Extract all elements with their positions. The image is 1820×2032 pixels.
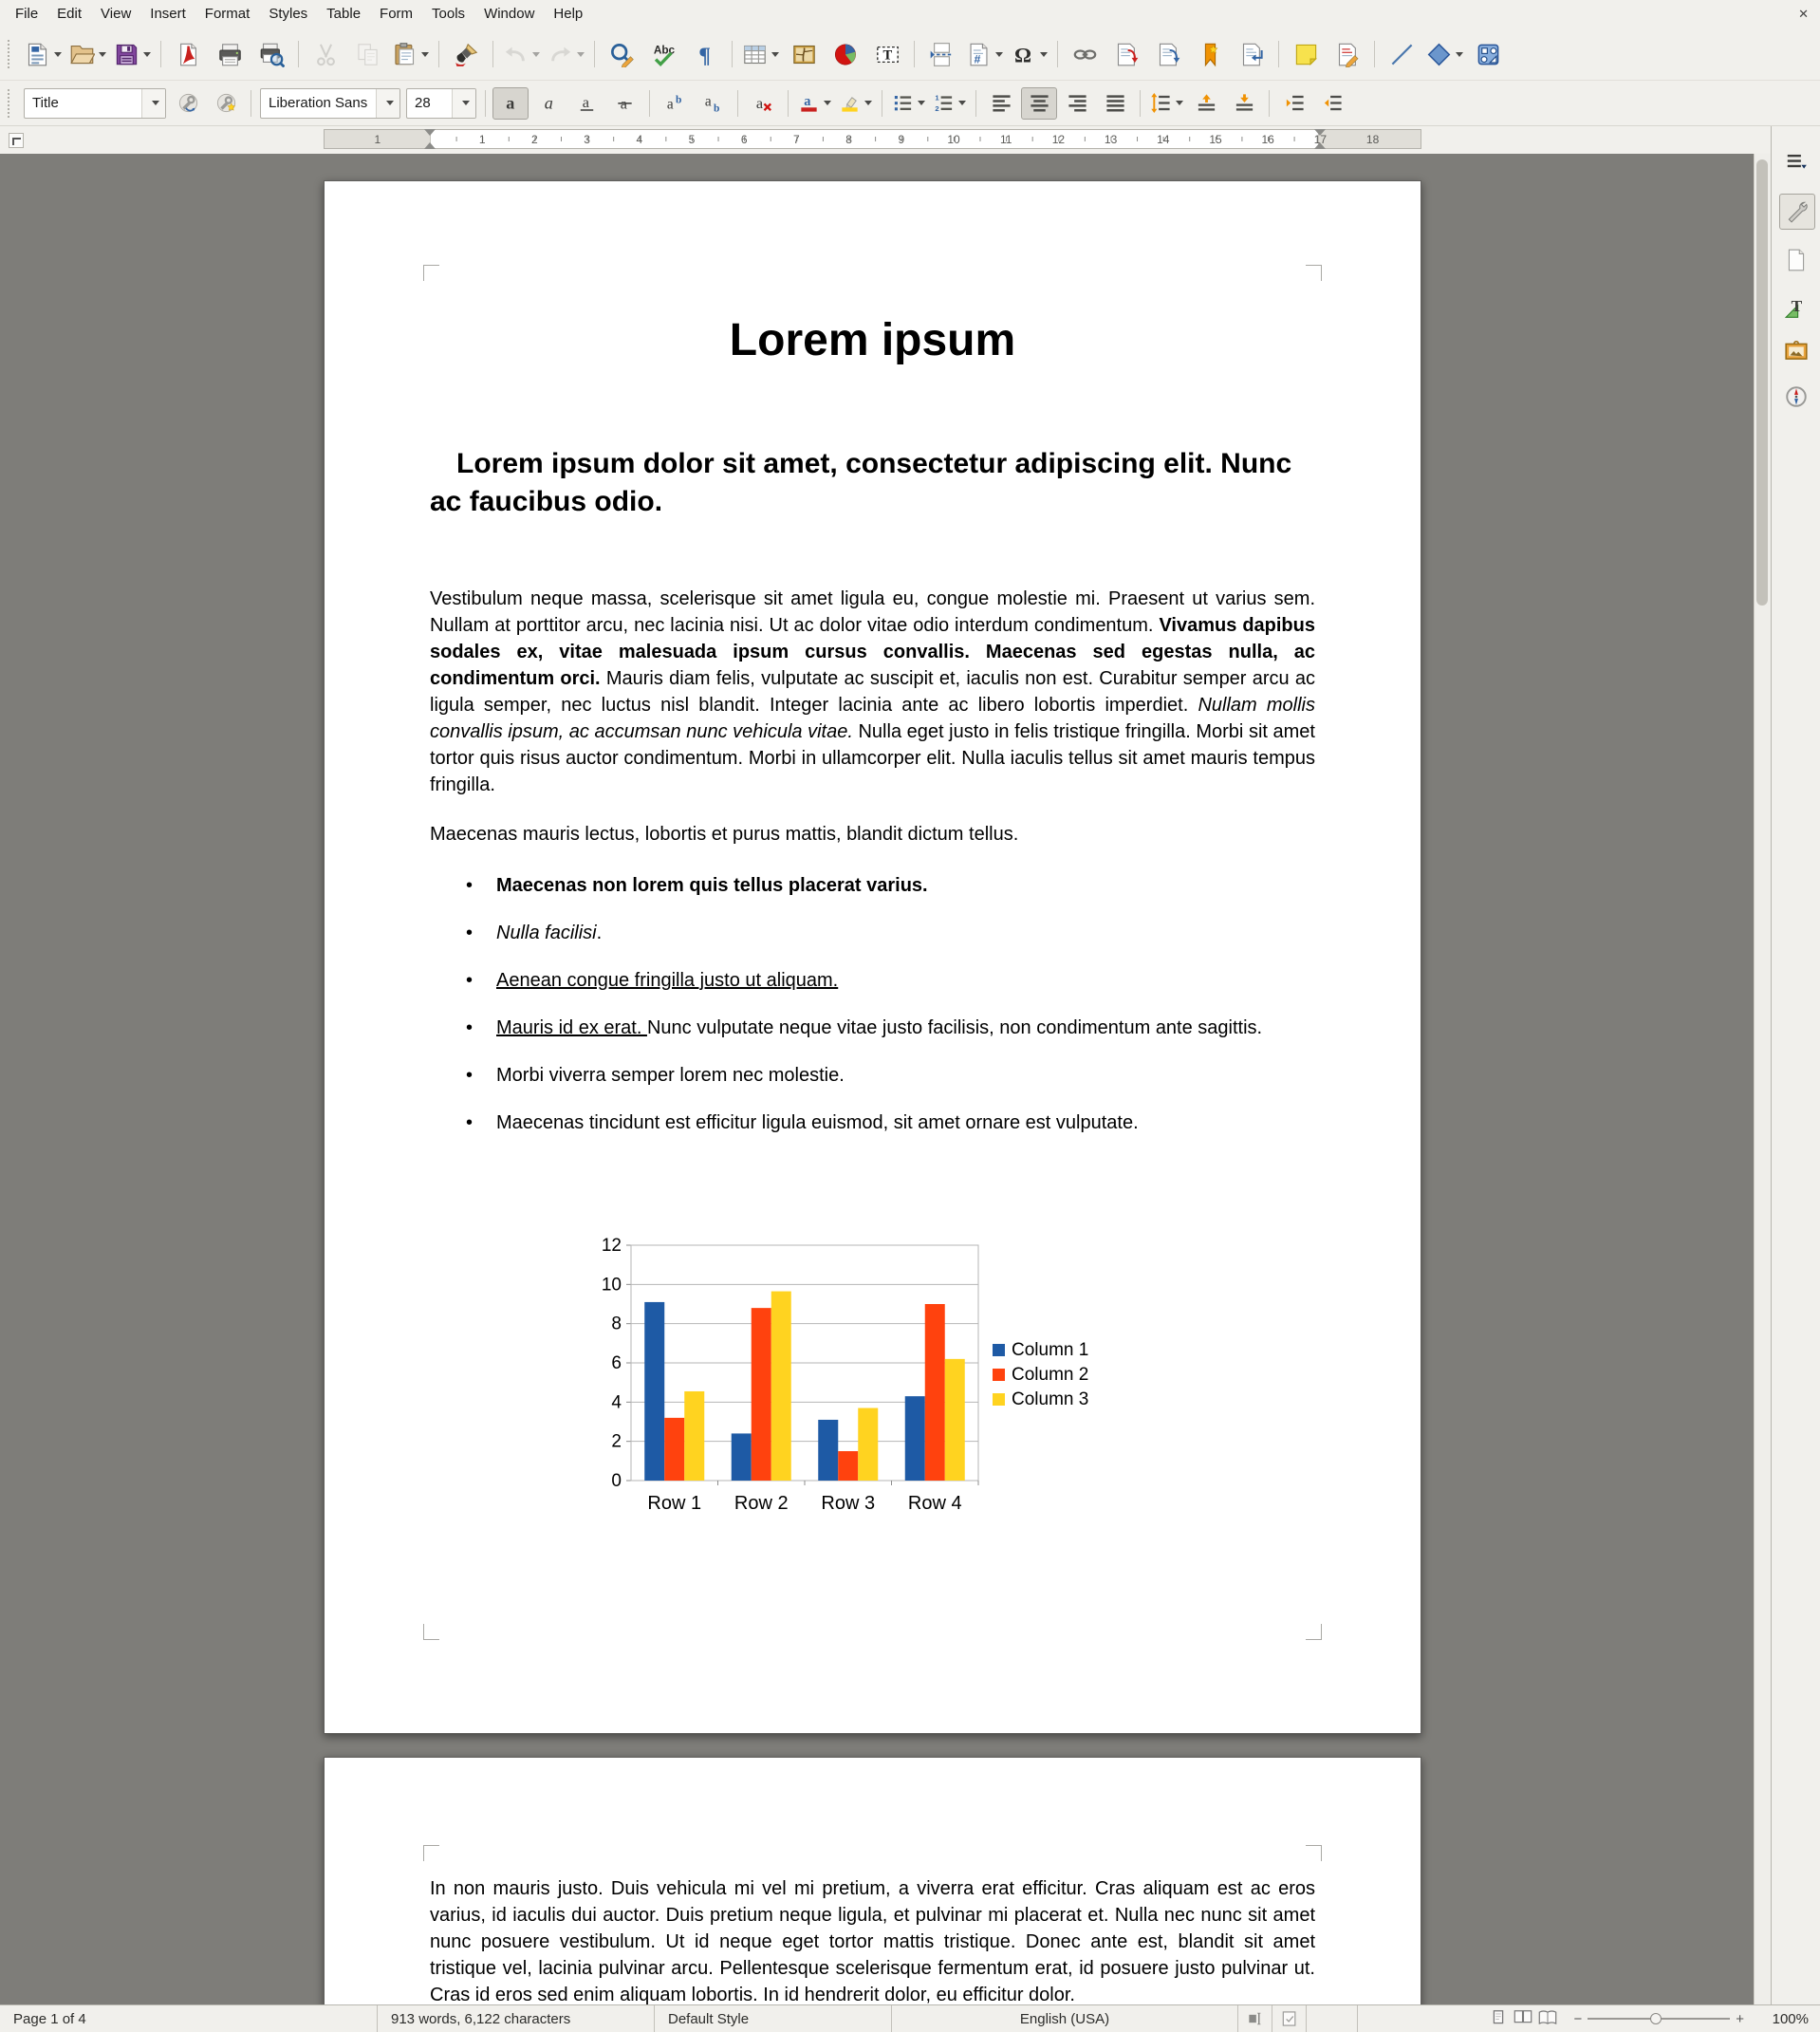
insert-field-button[interactable] bbox=[963, 35, 1006, 73]
single-page-view-icon[interactable] bbox=[1488, 2008, 1509, 2029]
menu-item-file[interactable]: File bbox=[15, 6, 39, 22]
chevron-down-icon bbox=[462, 101, 470, 105]
insert-textbox-button[interactable] bbox=[867, 35, 907, 73]
view-layout-buttons bbox=[1480, 2008, 1566, 2029]
list-item[interactable] bbox=[430, 1109, 1315, 1137]
svg-text:4: 4 bbox=[611, 1392, 622, 1413]
svg-text:0: 0 bbox=[611, 1471, 622, 1491]
cut-icon bbox=[313, 42, 339, 67]
highlight-color-icon bbox=[839, 92, 861, 114]
track-changes-icon bbox=[1335, 42, 1361, 67]
chevron-down-icon bbox=[532, 52, 540, 57]
font-name-value: Liberation Sans bbox=[269, 95, 368, 111]
new-document-icon bbox=[25, 42, 50, 67]
right-margin-marker[interactable] bbox=[1314, 142, 1326, 149]
toolbar-separator bbox=[732, 41, 733, 67]
insert-table-icon bbox=[742, 42, 768, 67]
font-name-combo[interactable] bbox=[260, 88, 400, 119]
toolbar-separator bbox=[492, 41, 493, 67]
insert-textbox-icon bbox=[875, 42, 901, 67]
insert-field-icon bbox=[966, 42, 992, 67]
subscript-icon bbox=[702, 92, 724, 114]
zoom-in-button[interactable]: + bbox=[1736, 2010, 1744, 2027]
clear-formatting-icon bbox=[752, 92, 774, 114]
ruler-number: 15 bbox=[1209, 133, 1222, 146]
strikethrough-icon bbox=[614, 92, 636, 114]
properties-icon bbox=[1785, 199, 1810, 224]
spelling-icon bbox=[651, 42, 677, 67]
insert-cross-reference-button[interactable] bbox=[1232, 35, 1272, 73]
spelling-button[interactable] bbox=[643, 35, 683, 73]
chevron-down-icon bbox=[1456, 52, 1463, 57]
svg-text:Column 3: Column 3 bbox=[1012, 1389, 1089, 1409]
page-break-button[interactable] bbox=[921, 35, 961, 73]
text-run-bold: Maecenas non lorem quis tellus placerat varius. bbox=[496, 875, 928, 896]
justify-icon bbox=[1105, 92, 1126, 114]
doc-paragraph[interactable]: In non mauris justo. Duis vehicula mi vel mi pretium, a viverra erat efficitur. Cras aliquam est ac eros varius, id iaculis dui auctor. Duis pretium neque ligula, et pulvinar mi placerat et. Nulla nec nunc sit amet nunc posuere vestibulum. Ut id neque eget tortor mattis tristique. Donec ante est, blandit sit amet tristique vel, lacinia pulvinar arcu. Pellentesque scelerisque fermentum erat, id posuere justo pulvinar ut. Cras id eros sed enim aliquam lobortis. In id hendrerit dolor, eu efficitur dolor. bbox=[430, 1878, 1315, 2004]
zoom-out-button[interactable]: − bbox=[1573, 2010, 1583, 2027]
text-run: Nulla eget justo in felis tristique fringilla. Morbi sit amet tortor quis risus auctor condimentum. Morbi in ullamcorper elit. Nulla iaculis tellus sit amet mauris tempus fringilla. bbox=[430, 721, 1315, 795]
text-run-bold: Vivamus dapibus sodales ex, vitae malesuada ipsum cursus convallis. Maecenas sed egestas nulla, ac condimentum orci. bbox=[430, 615, 1315, 689]
insert-footnote-button[interactable] bbox=[1106, 35, 1146, 73]
toolbar-separator bbox=[594, 41, 595, 67]
toolbar-separator bbox=[649, 90, 650, 117]
clone-formatting-button[interactable] bbox=[446, 35, 486, 73]
ruler-number: 17 bbox=[1313, 133, 1328, 146]
ruler-number: 9 bbox=[898, 133, 905, 146]
italic-button[interactable] bbox=[530, 87, 566, 120]
para-space-increase-button[interactable] bbox=[1188, 87, 1224, 120]
document-view[interactable] bbox=[0, 154, 1771, 2004]
toolbar-separator bbox=[1140, 90, 1141, 117]
export-pdf-icon bbox=[176, 42, 201, 67]
text-boundary-corner bbox=[1306, 1624, 1322, 1640]
insert-bookmark-icon bbox=[1198, 42, 1223, 67]
font-size-dropdown[interactable] bbox=[452, 89, 475, 118]
ruler-number: 2 bbox=[531, 133, 538, 146]
menu-item-help[interactable]: Help bbox=[553, 6, 584, 22]
ruler-number: 12 bbox=[1051, 133, 1066, 146]
svg-text:Row 3: Row 3 bbox=[821, 1493, 876, 1514]
insert-hyperlink-icon bbox=[1072, 42, 1098, 67]
justify-button[interactable] bbox=[1097, 87, 1133, 120]
ruler-number: 18 bbox=[1365, 133, 1380, 146]
gallery-icon bbox=[1784, 339, 1809, 364]
toolbar-separator bbox=[298, 41, 299, 67]
insert-image-button[interactable] bbox=[784, 35, 824, 73]
ruler-number: 14 bbox=[1157, 133, 1170, 146]
multi-page-view-icon[interactable] bbox=[1513, 2008, 1533, 2029]
text-run-italic: Nullam mollis convallis ipsum, ac accumsan nunc vehicula vitae. bbox=[430, 695, 1316, 742]
formatting-marks-icon bbox=[693, 42, 718, 67]
ruler-number: 16 bbox=[1261, 133, 1274, 146]
svg-text:10: 10 bbox=[601, 1275, 622, 1296]
paste-icon bbox=[392, 42, 418, 67]
menu-item-edit[interactable]: Edit bbox=[57, 6, 83, 22]
toolbar-separator bbox=[438, 41, 439, 67]
ruler-number: 1 bbox=[478, 133, 486, 146]
line-spacing-button[interactable] bbox=[1147, 87, 1186, 120]
ruler-number: 10 bbox=[947, 133, 960, 146]
svg-text:2: 2 bbox=[611, 1431, 622, 1452]
superscript-button[interactable] bbox=[657, 87, 693, 120]
insert-line-icon bbox=[1389, 42, 1415, 67]
text-run: Morbi viverra semper lorem nec molestie. bbox=[496, 1065, 845, 1086]
text-run: . bbox=[596, 923, 603, 943]
export-pdf-button[interactable] bbox=[168, 35, 208, 73]
toolbar-separator bbox=[160, 41, 161, 67]
text-boundary-corner bbox=[423, 265, 439, 281]
chevron-down-icon bbox=[864, 101, 872, 105]
indent-decrease-button[interactable] bbox=[1314, 87, 1350, 120]
clone-formatting-icon bbox=[454, 42, 479, 67]
zoom-slider[interactable] bbox=[1566, 2011, 1752, 2027]
indent-increase-button[interactable] bbox=[1276, 87, 1312, 120]
toolbar-separator bbox=[1278, 41, 1279, 67]
insert-endnote-button[interactable] bbox=[1148, 35, 1188, 73]
tab-stop-selector[interactable] bbox=[9, 133, 24, 148]
insert-mode-indicator[interactable] bbox=[1238, 2005, 1272, 2032]
indent-decrease-icon bbox=[1322, 92, 1344, 114]
chevron-down-icon bbox=[1176, 101, 1183, 105]
chevron-down-icon bbox=[577, 52, 585, 57]
new-document-button[interactable] bbox=[22, 35, 65, 73]
align-center-icon bbox=[1029, 92, 1050, 114]
menu-item-view[interactable]: View bbox=[101, 6, 132, 22]
ruler-margin-number: 1 bbox=[374, 133, 381, 146]
ruler-number: 13 bbox=[1104, 133, 1118, 146]
numbered-list-button[interactable] bbox=[930, 87, 969, 120]
vertical-scrollbar[interactable] bbox=[1754, 154, 1771, 2004]
styles-icon bbox=[1784, 295, 1809, 320]
text-boundary-corner bbox=[1306, 1845, 1322, 1861]
document-modified-indicator[interactable] bbox=[1307, 2005, 1358, 2032]
paragraph-style-dropdown[interactable] bbox=[141, 89, 165, 118]
svg-text:8: 8 bbox=[611, 1314, 622, 1334]
font-name-dropdown[interactable] bbox=[376, 89, 399, 118]
svg-text:Column 1: Column 1 bbox=[1012, 1340, 1089, 1360]
para-space-decrease-button[interactable] bbox=[1226, 87, 1262, 120]
bold-button[interactable] bbox=[492, 87, 529, 120]
insert-bookmark-button[interactable] bbox=[1190, 35, 1230, 73]
bullet-list-button[interactable] bbox=[889, 87, 928, 120]
zoom-slider-thumb[interactable] bbox=[1650, 2013, 1662, 2024]
ruler-number: 11 bbox=[999, 133, 1012, 146]
sidebar-tab-sidebar-settings[interactable] bbox=[1779, 144, 1813, 178]
save-button[interactable] bbox=[111, 35, 154, 73]
sidebar-tab-navigator[interactable] bbox=[1779, 380, 1813, 414]
toolbar-separator bbox=[1057, 41, 1058, 67]
text-run: Maecenas tincidunt est efficitur ligula euismod, sit amet ornare est vulputate. bbox=[496, 1112, 1139, 1133]
toolbar-drag-handle[interactable] bbox=[8, 40, 15, 68]
zoom-slider-track[interactable] bbox=[1588, 2012, 1730, 2025]
text-boundary-corner bbox=[423, 1845, 439, 1861]
selection-mode-icon bbox=[1280, 2009, 1299, 2028]
numbered-list-icon bbox=[933, 92, 955, 114]
statusbar bbox=[0, 2004, 1820, 2032]
ruler-number: 7 bbox=[793, 133, 800, 146]
ruler-band[interactable] bbox=[324, 129, 1421, 149]
insert-line-button[interactable] bbox=[1382, 35, 1421, 73]
insert-table-button[interactable] bbox=[739, 35, 782, 73]
italic-icon bbox=[538, 92, 560, 114]
statusbar-word-count[interactable]: 913 words, 6,122 characters bbox=[378, 2005, 655, 2032]
redo-icon bbox=[548, 42, 573, 67]
insert-hyperlink-button[interactable] bbox=[1065, 35, 1105, 73]
toolbar-separator bbox=[975, 90, 976, 117]
statusbar-language[interactable]: English (USA) bbox=[892, 2005, 1238, 2032]
paragraph-style-value: Title bbox=[32, 95, 59, 111]
print-preview-icon bbox=[259, 42, 285, 67]
svg-text:Row 1: Row 1 bbox=[647, 1493, 702, 1514]
new-style-icon bbox=[215, 92, 237, 114]
text-run: Nunc vulputate neque vitae justo facilisis, non condimentum ante sagittis. bbox=[646, 1017, 1263, 1038]
font-color-button[interactable] bbox=[795, 87, 834, 120]
insert-endnote-icon bbox=[1156, 42, 1181, 67]
menu-item-tools[interactable]: Tools bbox=[432, 6, 466, 22]
chevron-down-icon bbox=[143, 52, 151, 57]
align-left-button[interactable] bbox=[983, 87, 1019, 120]
ruler-text-area[interactable] bbox=[430, 130, 1319, 148]
underline-icon bbox=[576, 92, 598, 114]
toolbar-separator bbox=[1374, 41, 1375, 67]
track-changes-button[interactable] bbox=[1328, 35, 1367, 73]
undo-icon bbox=[503, 42, 529, 67]
chevron-down-icon bbox=[824, 101, 831, 105]
statusbar-spacer bbox=[1358, 2005, 1480, 2032]
menubar bbox=[0, 0, 1820, 28]
indent-increase-icon bbox=[1284, 92, 1306, 114]
font-size-value: 28 bbox=[415, 95, 431, 111]
menu-item-styles[interactable]: Styles bbox=[269, 6, 308, 22]
menu-item-form[interactable]: Form bbox=[380, 6, 414, 22]
find-replace-icon bbox=[609, 42, 635, 67]
sidebar-tab-bar bbox=[1771, 125, 1820, 2004]
special-character-icon bbox=[1011, 42, 1036, 67]
print-preview-button[interactable] bbox=[251, 35, 291, 73]
menu-item-window[interactable]: Window bbox=[484, 6, 535, 22]
insert-image-icon bbox=[791, 42, 817, 67]
chevron-down-icon bbox=[386, 101, 394, 105]
basic-shapes-icon bbox=[1426, 42, 1452, 67]
navigator-icon bbox=[1784, 384, 1809, 409]
list-item[interactable] bbox=[430, 1062, 1315, 1090]
clear-formatting-button[interactable] bbox=[745, 87, 781, 120]
paste-button[interactable] bbox=[389, 35, 432, 73]
doc-paragraph[interactable]: Maecenas mauris lectus, lobortis et purus mattis, blandit dictum tellus. bbox=[430, 824, 1019, 845]
insert-comment-button[interactable] bbox=[1286, 35, 1326, 73]
copy-icon bbox=[355, 42, 381, 67]
insert-footnote-icon bbox=[1114, 42, 1140, 67]
ruler-number: 4 bbox=[636, 133, 643, 146]
toolbar-drag-handle[interactable] bbox=[8, 89, 15, 118]
chevron-down-icon bbox=[152, 101, 159, 105]
copy-button[interactable] bbox=[347, 35, 387, 73]
gallery-icon bbox=[1476, 42, 1501, 67]
menu-item-table[interactable]: Table bbox=[326, 6, 362, 22]
toolbar-separator bbox=[737, 90, 738, 117]
text-run-underline: Aenean congue fringilla justo ut aliquam. bbox=[496, 970, 839, 991]
svg-text:Row 4: Row 4 bbox=[907, 1493, 962, 1514]
list-item[interactable] bbox=[430, 920, 1315, 947]
print-button[interactable] bbox=[210, 35, 250, 73]
horizontal-ruler[interactable] bbox=[0, 125, 1771, 154]
selection-mode-indicator[interactable] bbox=[1272, 2005, 1307, 2032]
chevron-down-icon bbox=[99, 52, 106, 57]
chevron-down-icon bbox=[54, 52, 62, 57]
subscript-button[interactable] bbox=[695, 87, 731, 120]
page-1[interactable] bbox=[324, 180, 1421, 1734]
chevron-down-icon bbox=[995, 52, 1003, 57]
statusbar-page-style[interactable]: Default Style bbox=[655, 2005, 892, 2032]
sidebar-tab-styles[interactable] bbox=[1779, 290, 1813, 325]
ruler-number: 5 bbox=[688, 133, 696, 146]
para-space-increase-icon bbox=[1196, 92, 1217, 114]
new-style-button[interactable] bbox=[208, 87, 244, 120]
text-run: Vestibulum neque massa, scelerisque sit amet ligula eu, congue molestie mi. Praesent ut varius sem. Nullam at porttitor arcu, nec lacinia nisi. Ut ac dolor vitae odio interdum condimentum. bbox=[430, 588, 1315, 636]
overwrite-mode-icon bbox=[1246, 2009, 1265, 2028]
sidebar-settings-icon bbox=[1784, 149, 1809, 174]
redo-button[interactable] bbox=[545, 35, 587, 73]
sidebar-tab-page[interactable] bbox=[1779, 243, 1813, 277]
doc-heading[interactable]: Lorem ipsum dolor sit amet, consectetur adipiscing elit. Nunc ac faucibus odio. bbox=[430, 448, 1292, 517]
text-boundary-corner bbox=[423, 1624, 439, 1640]
align-left-icon bbox=[991, 92, 1012, 114]
doc-paragraph[interactable] bbox=[430, 586, 1315, 798]
list-item[interactable] bbox=[430, 1015, 1315, 1042]
toolbar-separator bbox=[914, 41, 915, 67]
chevron-down-icon bbox=[421, 52, 429, 57]
book-view-icon[interactable] bbox=[1537, 2008, 1558, 2029]
page-break-icon bbox=[929, 42, 955, 67]
bar-chart bbox=[597, 1230, 1204, 1532]
basic-shapes-button[interactable] bbox=[1423, 35, 1466, 73]
chevron-down-icon bbox=[771, 52, 779, 57]
align-right-icon bbox=[1067, 92, 1088, 114]
line-spacing-icon bbox=[1150, 92, 1172, 114]
update-style-icon bbox=[177, 92, 199, 114]
insert-chart-icon bbox=[833, 42, 859, 67]
update-style-button[interactable] bbox=[170, 87, 206, 120]
toolbar-separator bbox=[788, 90, 789, 117]
bold-icon bbox=[500, 92, 522, 114]
sidebar-tab-gallery[interactable] bbox=[1779, 334, 1813, 368]
align-center-button[interactable] bbox=[1021, 87, 1057, 120]
list-item[interactable] bbox=[430, 967, 1315, 995]
font-size-combo[interactable] bbox=[406, 88, 476, 119]
print-icon bbox=[217, 42, 243, 67]
chevron-down-icon bbox=[1040, 52, 1048, 57]
open-button[interactable] bbox=[66, 35, 109, 73]
zoom-level[interactable]: 100% bbox=[1772, 2010, 1809, 2027]
menu-item-insert[interactable]: Insert bbox=[150, 6, 186, 22]
insert-cross-reference-icon bbox=[1239, 42, 1265, 67]
insert-chart-button[interactable] bbox=[826, 35, 865, 73]
close-document-button[interactable]: ✕ bbox=[1798, 7, 1809, 21]
ruler-number: 8 bbox=[845, 133, 852, 146]
chevron-down-icon bbox=[918, 101, 925, 105]
menu-item-format[interactable]: Format bbox=[204, 6, 251, 22]
text-run: Mauris diam felis, vulputate ac suscipit et, iaculis non est. Curabitur semper arcu ac ligula semper, nec luctus nisl blandit. Integer lacinia ante ac libero lobortis imperdiet. bbox=[430, 668, 1316, 716]
chart-object[interactable] bbox=[597, 1230, 1204, 1532]
formatting-marks-button[interactable] bbox=[685, 35, 725, 73]
undo-button[interactable] bbox=[500, 35, 543, 73]
superscript-icon bbox=[664, 92, 686, 114]
right-indent-marker[interactable] bbox=[1314, 129, 1326, 136]
scrollbar-thumb[interactable] bbox=[1756, 159, 1768, 606]
sidebar-tab-properties[interactable] bbox=[1779, 194, 1815, 230]
list-item[interactable] bbox=[430, 872, 1315, 900]
save-icon bbox=[114, 42, 139, 67]
svg-text:Row 2: Row 2 bbox=[734, 1493, 789, 1514]
text-run-underline: Mauris id ex erat. bbox=[496, 1017, 647, 1038]
para-space-decrease-icon bbox=[1234, 92, 1255, 114]
cut-button[interactable] bbox=[306, 35, 345, 73]
svg-text:12: 12 bbox=[601, 1236, 622, 1256]
font-color-icon bbox=[798, 92, 820, 114]
bullet-list-icon bbox=[892, 92, 914, 114]
svg-text:6: 6 bbox=[611, 1353, 622, 1373]
find-replace-button[interactable] bbox=[602, 35, 641, 73]
formatting-toolbar bbox=[0, 81, 1820, 126]
align-right-button[interactable] bbox=[1059, 87, 1095, 120]
text-run-italic: Nulla facilisi bbox=[496, 923, 597, 943]
strikethrough-button[interactable] bbox=[606, 87, 642, 120]
gallery-button[interactable] bbox=[1468, 35, 1508, 73]
special-character-button[interactable] bbox=[1008, 35, 1050, 73]
doc-title[interactable]: Lorem ipsum bbox=[729, 315, 1016, 365]
left-indent-marker[interactable] bbox=[424, 129, 436, 136]
page-2[interactable] bbox=[324, 1757, 1421, 2004]
toolbar-separator bbox=[1269, 90, 1270, 117]
insert-comment-icon bbox=[1293, 42, 1319, 67]
first-line-indent-marker[interactable] bbox=[424, 142, 436, 149]
underline-button[interactable] bbox=[568, 87, 604, 120]
svg-text:Column 2: Column 2 bbox=[1012, 1365, 1089, 1385]
open-icon bbox=[69, 42, 95, 67]
chevron-down-icon bbox=[958, 101, 966, 105]
page-icon bbox=[1784, 248, 1809, 272]
ruler-number: 6 bbox=[740, 133, 748, 146]
toolbar-separator bbox=[485, 90, 486, 117]
text-boundary-corner bbox=[1306, 265, 1322, 281]
paragraph-style-combo[interactable] bbox=[24, 88, 166, 119]
highlight-color-button[interactable] bbox=[836, 87, 875, 120]
bullet-list bbox=[325, 872, 1421, 1137]
statusbar-page-count[interactable]: Page 1 of 4 bbox=[0, 2005, 378, 2032]
standard-toolbar bbox=[0, 28, 1820, 81]
ruler-number: 3 bbox=[584, 133, 590, 146]
